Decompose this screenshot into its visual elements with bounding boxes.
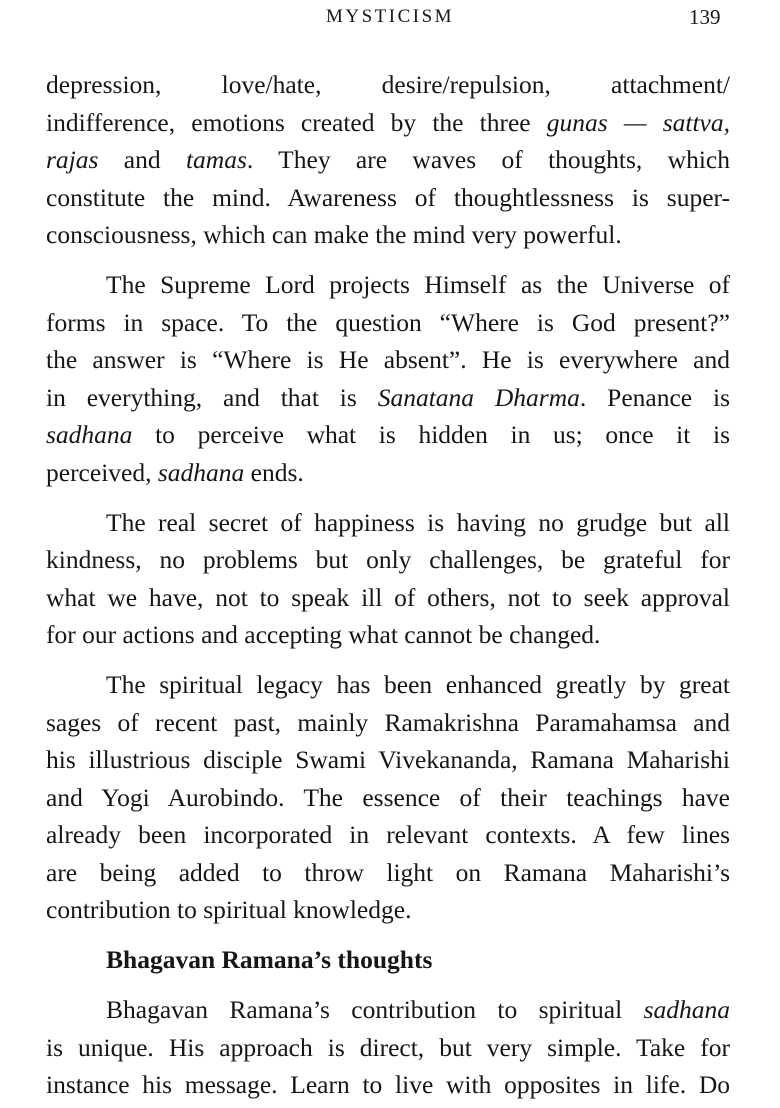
running-head — [0, 4, 780, 34]
italic-term: tamas — [185, 145, 247, 174]
paragraph — [46, 266, 730, 491]
page-number: 139 — [689, 5, 721, 29]
text-run: to perceive what is hidden in us; once it is — [132, 420, 730, 449]
text-line — [46, 304, 730, 342]
italic-term: sadhana — [46, 420, 133, 449]
text-run: and — [98, 145, 186, 174]
italic-term: gunas — sattva, — [546, 107, 730, 137]
text-run: for our actions and accepting what cannot be changed. — [46, 620, 601, 649]
text-run: constitute the mind. Awareness of thoughtlessness is super- — [46, 182, 730, 212]
italic-term: rajas — [46, 145, 99, 174]
section-heading: Bhagavan Ramana’s thoughts — [106, 945, 433, 974]
text-line — [46, 854, 730, 892]
text-line — [46, 66, 730, 104]
text-run: depression, love/hate, desire/repulsion, attachment/ — [46, 70, 730, 99]
paragraph — [46, 666, 730, 929]
text-line — [46, 1066, 730, 1104]
text-run: The spiritual legacy has been enhanced greatly by great — [106, 670, 730, 699]
text-run: perceived, — [46, 457, 158, 487]
paragraph — [46, 66, 730, 254]
text-run: consciousness, which can make the mind very powerful. — [46, 220, 622, 249]
text-line — [46, 416, 730, 454]
text-line — [46, 616, 730, 654]
text-run: instance his message. Learn to live with opposites in life. Do — [46, 1070, 730, 1099]
italic-term: sadhana — [157, 457, 245, 487]
text-run: already been incorporated in relevant contexts. A few lines — [46, 820, 730, 849]
text-line — [46, 141, 730, 179]
text-run: what we have, not to speak ill of others, not to seek approval — [46, 582, 730, 612]
text-line — [46, 816, 730, 854]
text-line — [46, 266, 730, 304]
text-run: contribution to spiritual knowledge. — [46, 895, 412, 924]
text-line — [46, 179, 730, 217]
text-run: The Supreme Lord projects Himself as the Universe of — [106, 270, 730, 299]
text-line — [46, 666, 730, 704]
text-run: ends. — [244, 457, 304, 487]
text-run: forms in space. To the question “Where is God present?” — [46, 307, 730, 337]
text-line — [46, 504, 730, 542]
text-run: is unique. His approach is direct, but very simple. Take for — [46, 1032, 730, 1062]
chapter-title: MYSTICISM — [325, 6, 455, 27]
body-text — [46, 66, 730, 1104]
text-run: are being added to throw light on Ramana Maharishi’s — [46, 857, 730, 887]
paragraph — [46, 991, 730, 1104]
text-line — [46, 104, 730, 142]
text-run: sages of recent past, mainly Ramakrishna Paramahamsa and — [46, 707, 730, 737]
text-line — [46, 991, 730, 1029]
text-run: kindness, no problems but only challenges, be grateful for — [46, 545, 730, 574]
text-run: indifference, emotions created by the three — [46, 107, 547, 137]
text-run: the answer is “Where is He absent”. He is everywhere and — [46, 345, 730, 374]
text-run: Bhagavan Ramana’s contribution to spiritual — [106, 995, 644, 1024]
text-line — [46, 379, 730, 417]
text-run: and Yogi Aurobindo. The essence of their teachings have — [46, 782, 730, 812]
text-run: The real secret of happiness is having no grudge but all — [106, 507, 730, 537]
italic-term: sadhana — [643, 995, 730, 1024]
text-line — [46, 704, 730, 742]
text-run: . Penance is — [579, 382, 730, 412]
text-line — [46, 216, 730, 254]
italic-term: Sanatana Dharma — [377, 382, 580, 412]
text-line — [46, 741, 730, 779]
text-line — [46, 891, 730, 929]
paragraph — [46, 504, 730, 654]
text-run: . They are waves of thoughts, which — [246, 145, 730, 174]
text-line — [46, 1029, 730, 1067]
text-line — [46, 341, 730, 379]
text-run: his illustrious disciple Swami Vivekananda, Ramana Maharishi — [46, 745, 730, 774]
text-line — [46, 779, 730, 817]
text-line — [46, 579, 730, 617]
text-line — [46, 454, 730, 492]
text-line — [46, 541, 730, 579]
text-run: in everything, and that is — [46, 382, 378, 412]
